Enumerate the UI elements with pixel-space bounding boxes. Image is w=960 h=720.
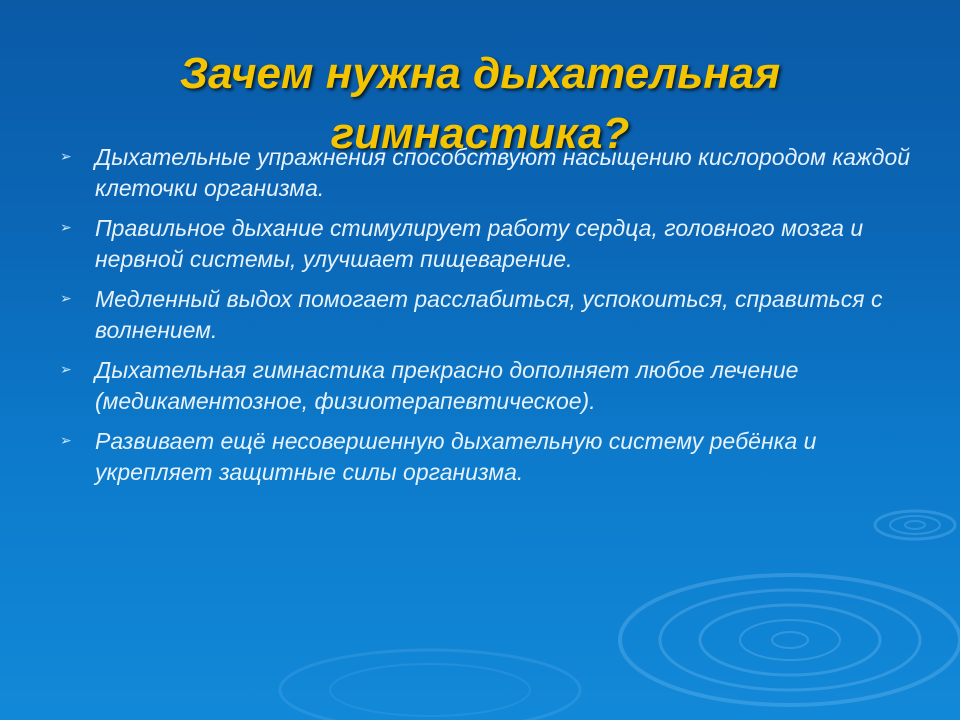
bullet-item bbox=[60, 426, 920, 488]
arrowhead-bullet-icon: ➢ bbox=[60, 432, 72, 448]
bullet-text: Дыхательная гимнастика прекрасно дополняет любое лечение (медикаментозное, физиотерапевтическое). bbox=[95, 357, 799, 414]
arrowhead-bullet-icon: ➢ bbox=[60, 219, 72, 235]
bullet-item bbox=[60, 355, 920, 417]
arrowhead-bullet-icon: ➢ bbox=[60, 290, 72, 306]
bullet-text: Правильное дыхание стимулирует работу сердца, головного мозга и нервной системы, улучшает пищеварение. bbox=[95, 215, 864, 272]
bullet-item bbox=[60, 284, 920, 346]
arrowhead-bullet-icon: ➢ bbox=[60, 148, 72, 164]
arrowhead-bullet-icon: ➢ bbox=[60, 361, 72, 377]
bullet-text: Медленный выдох помогает расслабиться, успокоиться, справиться с волнением. bbox=[95, 286, 883, 343]
bullet-text: Дыхательные упражнения способствуют насыщению кислородом каждой клеточки организма. bbox=[95, 144, 911, 201]
bullet-item bbox=[60, 142, 920, 204]
bullet-text: Развивает ещё несовершенную дыхательную систему ребёнка и укрепляет защитные силы организма. bbox=[95, 428, 817, 485]
bullet-item bbox=[60, 213, 920, 275]
slide-title: Зачем нужна дыхательная гимнастика? bbox=[179, 49, 781, 158]
bullet-list bbox=[60, 142, 920, 497]
